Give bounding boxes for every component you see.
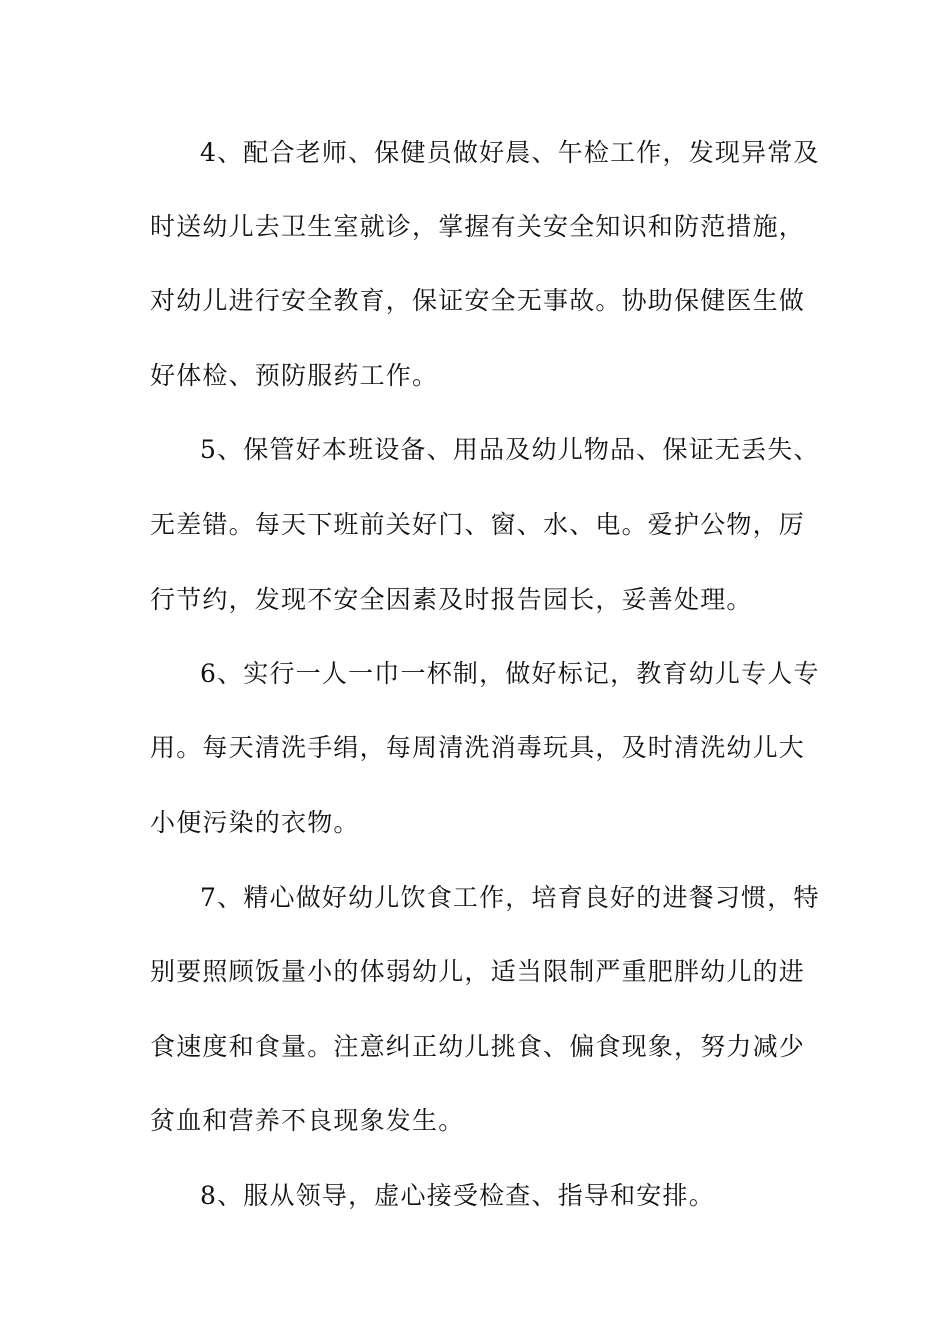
paragraph-7-line-4: 贫血和营养不良现象发生。 [150,1106,465,1135]
paragraph-4-line-3: 对幼儿进行安全教育，保证安全无事故。协助保健医生做 [150,286,806,315]
paragraph-4-line-2: 时送幼儿去卫生室就诊，掌握有关安全知识和防范措施， [150,212,806,241]
paragraph-5-line-3: 行节约，发现不安全因素及时报告园长，妥善处理。 [150,585,753,614]
paragraph-7-line-2: 别要照顾饭量小的体弱幼儿，适当限制严重肥胖幼儿的进 [150,957,806,986]
paragraph-7-line-3: 食速度和食量。注意纠正幼儿挑食、偏食现象，努力减少 [150,1032,806,1061]
paragraph-4-line-4: 好体检、预防服药工作。 [150,361,439,390]
paragraph-5-line-2: 无差错。每天下班前关好门、窗、水、电。爱护公物，厉 [150,510,806,539]
paragraph-8-line-1: 8、服从领导，虚心接受检查、指导和安排。 [200,1181,715,1210]
paragraph-6-line-2: 用。每天清洗手绢，每周清洗消毒玩具，及时清洗幼儿大 [150,733,806,762]
paragraph-4-line-1: 4、配合老师、保健员做好晨、午检工作，发现异常及 [200,138,820,167]
paragraph-5-line-1: 5、保管好本班设备、用品及幼儿物品、保证无丢失、 [200,435,820,464]
paragraph-6-line-1: 6、实行一人一巾一杯制，做好标记，教育幼儿专人专 [200,659,820,688]
paragraph-7-line-1: 7、精心做好幼儿饮食工作，培育良好的进餐习惯，特 [200,883,820,912]
paragraph-6-line-3: 小便污染的衣物。 [150,808,360,837]
